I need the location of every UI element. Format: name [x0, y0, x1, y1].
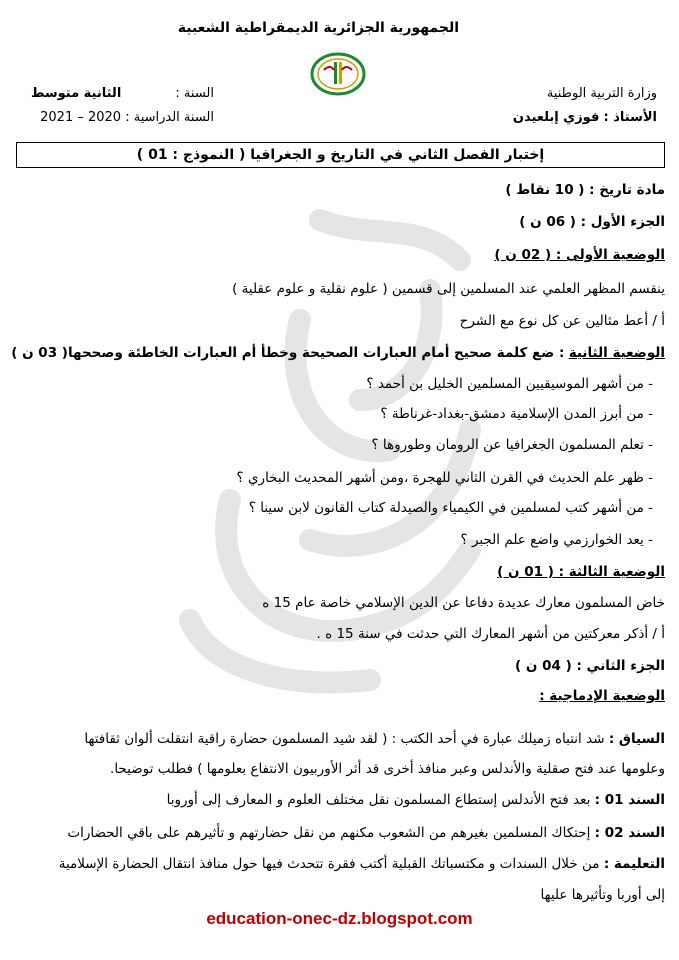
ministry-emblem-icon [310, 52, 366, 96]
doc1-label: السند 01 : [594, 792, 665, 808]
integration-label: الوضعية الإدماجية : [539, 688, 665, 704]
instruction-text-1: من خلال السندات و مكتسباتك القبلية أكتب فقرة تتحدث فيها حول منافذ انتقال الحضارة الإسلامية [58, 856, 600, 872]
republic-heading: الجمهورية الجزائرية الديمقراطية الشعبية [177, 20, 459, 36]
context-line-2: وعلومها عند فتح صقلية والأندلس وعبر منافذ أخرى قد أثر الأوربيون الانتفاع بعلومها ) فطلب توضيحا. [110, 761, 665, 777]
teacher-name: فوزي إبلعيدن [512, 110, 600, 125]
doc2-label: السند 02 : [594, 825, 665, 841]
list-item: - تعلم المسلمون الجغرافيا عن الرومان وطوروها ؟ [371, 435, 653, 455]
teacher-line [513, 110, 657, 125]
instruction-line-1 [59, 854, 665, 874]
doc2-text: إحتكاك المسلمين بغيرهم من الشعوب مكنهم من نقل حضارتهم و تأثيرهم على باقي الحضارات [67, 825, 591, 841]
situation2-header [11, 343, 665, 363]
context-text-1: شد انتباه زميلك عبارة في أحد الكتب : ( لقد شيد المسلمون حضارة راقية انتقلت ألوان ثقافتها [84, 731, 605, 747]
year-label: السنة : [175, 86, 214, 101]
situation2-label: الوضعية الثانية [568, 345, 665, 361]
footer-url[interactable]: education-onec-dz.blogspot.com [206, 909, 473, 928]
list-item: - يعد الخوارزمي واضع علم الجبر ؟ [460, 530, 653, 550]
grade-line [31, 86, 214, 101]
situation1-text: ينقسم المظهر العلمي عند المسلمين إلى قسمين ( علوم نقلية و علوم عقلية ) [232, 281, 665, 297]
document-1 [167, 790, 665, 810]
context-label: السياق : [608, 731, 665, 747]
situation1-label: الوضعية الأولى : ( 02 ن ) [494, 247, 665, 263]
part2-title: الجزء الثاني : ( 04 ن ) [515, 658, 665, 674]
subject-heading: مادة تاريخ : ( 10 نقاط ) [505, 182, 665, 198]
list-item: - ظهر علم الحديث في القرن الثاني للهجرة ،ومن أشهر المحديث البخاري ؟ [237, 468, 653, 488]
grade-value: الثانية متوسط [30, 86, 122, 101]
part1-title: الجزء الأول : ( 06 ن ) [519, 214, 665, 230]
doc1-text: بعد فتح الأندلس إستطاع المسلمون نقل مختلف العلوم و المعارف إلى أوروبا [166, 792, 591, 808]
list-item: - من أبرز المدن الإسلامية دمشق-بغداد-غرناطة ؟ [380, 404, 653, 424]
school-year: السنة الدراسية : 2020 – 2021 [40, 110, 214, 125]
document-2 [67, 823, 665, 843]
instruction-line-2: إلى أوربا وتأثيرها عليها [540, 887, 665, 903]
exam-title: إختبار الفصل الثاني في التاريخ و الجغرافيا ( النموذج : 01 ) [16, 142, 665, 168]
situation2-instruction: : ضع كلمة صحيح أمام العبارات الصحيحة وخطأ أم العبارات الخاطئة وصححها( 03 ن ) [11, 345, 565, 361]
list-item: - من أشهر الموسيقيين المسلمين الخليل بن أحمد ؟ [366, 374, 653, 394]
situation3-task: أ / أذكر معركتين من أشهر المعارك التي حدثت في سنة 15 ه . [316, 626, 665, 642]
situation1-task: أ / أعط مثالين عن كل نوع مع الشرح [459, 313, 665, 329]
ministry-name: وزارة التربية الوطنية [546, 86, 657, 101]
list-item: - من أشهر كتب لمسلمين في الكيمياء والصيدلة كتاب القانون لابن سينا ؟ [249, 498, 653, 518]
context-line-1 [84, 729, 665, 749]
instruction-label: التعليمة : [603, 856, 665, 872]
teacher-label: الأستاذ : [603, 110, 657, 125]
situation3-text: خاض المسلمون معارك عديدة دفاعا عن الدين الإسلامي خاصة عام 15 ه [262, 595, 665, 611]
situation3-label: الوضعية الثالثة : ( 01 ن ) [497, 564, 665, 580]
